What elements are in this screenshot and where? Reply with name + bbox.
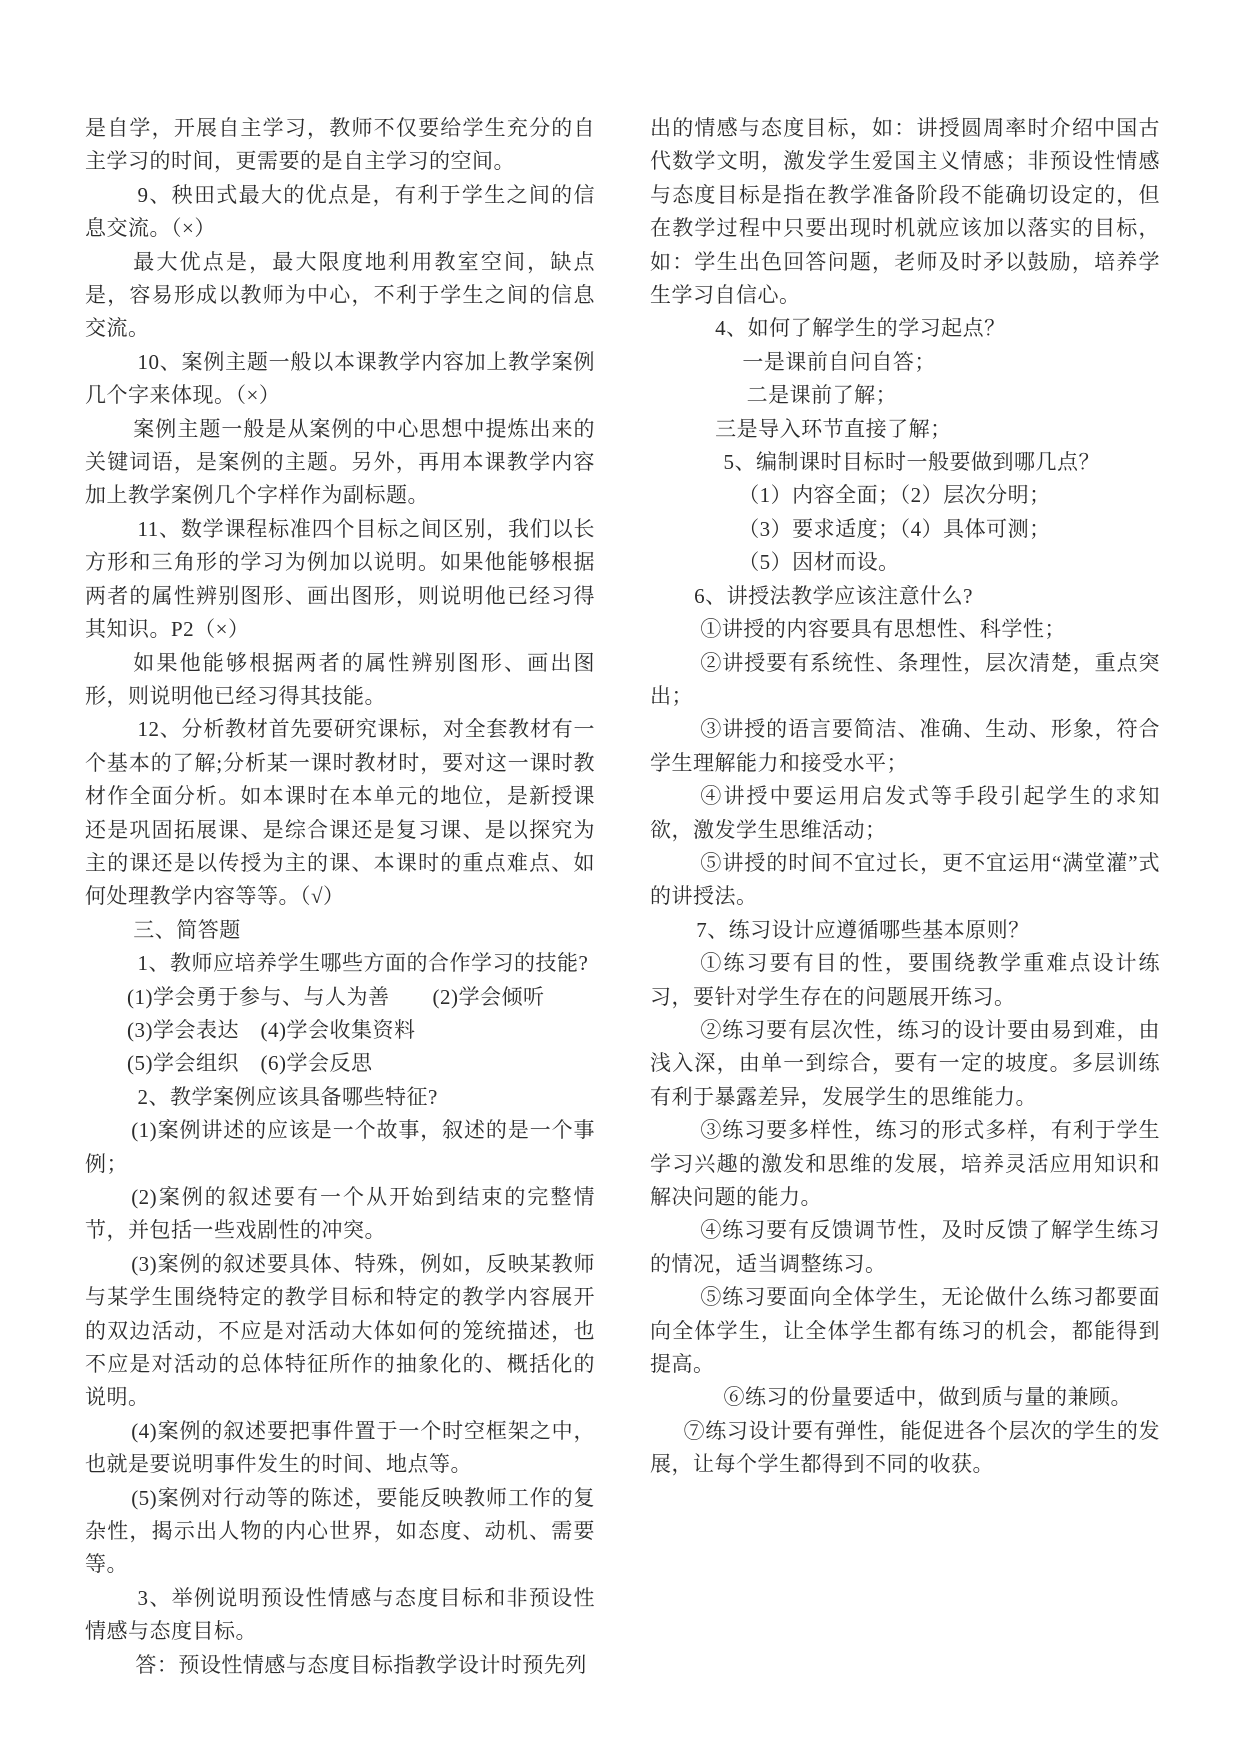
paragraph: (3)案例的叙述要具体、特殊，例如，反映某教师与某学生围绕特定的教学目标和特定的教学内容展开的双边活动，不应是对活动大体如何的笼统描述，也不应是对活动的总体特征所作的抽象化的、概括化的说明。 — [85, 1251, 595, 1410]
paragraph: 一是课前自问自答； — [742, 349, 936, 374]
paragraph: (5)案例对行动等的陈述，要能反映教师工作的复杂性，揭示出人物的内心世界，如态度、动机、需要等。 — [85, 1485, 595, 1577]
paragraph: ⑥练习的份量要适中，做到质与量的兼顾。 — [723, 1385, 1132, 1410]
paragraph: 12、分析教材首先要研究课标，对全套教材有一个基本的了解;分析某一课时教材时，要对这一课时教材作全面分析。如本课时在本单元的地位，是新授课还是巩固拓展课、是综合课还是复习课、是以探究为主的课还是以传授为主的课、本课时的重点难点、如何处理教学内容等等。（√） — [85, 717, 595, 909]
paragraph: ⑦练习设计要有弹性，能促进各个层次的学生的发展，让每个学生都得到不同的收获。 — [650, 1418, 1160, 1477]
paragraph: ④练习要有反馈调节性，及时反馈了解学生练习的情况，适当调整练习。 — [650, 1218, 1160, 1276]
paragraph: 出的情感与态度目标，如：讲授圆周率时介绍中国古代数学文明，激发学生爱国主义情感；非预设性情感与态度目标是指在教学准备阶段不能确切设定的，但在教学过程中只要出现时机就应该加以落实的目标，如：学生出色回答问题，老师及时矛以鼓励，培养学生学习自信心。 — [650, 116, 1160, 308]
paragraph: （5）因材而设。 — [738, 550, 900, 575]
paragraph: 如果他能够根据两者的属性辨别图形、画出图形，则说明他已经习得其技能。 — [85, 650, 595, 708]
paragraph: (3)学会表达 (4)学会收集资料 — [127, 1017, 416, 1042]
paragraph: 9、秧田式最大的优点是，有利于学生之间的信息交流。（×） — [85, 182, 595, 241]
paragraph: 案例主题一般是从案例的中心思想中提炼出来的关键词语，是案例的主题。另外，再用本课教学内容加上教学案例几个字样作为副标题。 — [85, 416, 595, 508]
paragraph: （3）要求适度；（4）具体可测； — [738, 516, 1051, 541]
paragraph: 答：预设性情感与态度目标指教学设计时预先列 — [135, 1652, 587, 1677]
paragraph: (1)学会勇于参与、与人为善 (2)学会倾听 — [127, 984, 545, 1009]
paragraph: 3、举例说明预设性情感与态度目标和非预设性情感与态度目标。 — [85, 1585, 595, 1644]
paragraph: 5、编制课时目标时一般要做到哪几点？ — [723, 450, 1100, 475]
paragraph: （1）内容全面；（2）层次分明； — [738, 483, 1051, 508]
paragraph: 三、简答题 — [133, 917, 241, 942]
left-column — [85, 112, 595, 1682]
paragraph: 2、教学案例应该具备哪些特征? — [137, 1084, 438, 1109]
paragraph: ③讲授的语言要简洁、准确、生动、形象，符合学生理解能力和接受水平； — [650, 717, 1160, 775]
paragraph: (5)学会组织 (6)学会反思 — [127, 1051, 373, 1076]
paragraph: (2)案例的叙述要有一个从开始到结束的完整情节，并包括一些戏剧性的冲突。 — [85, 1185, 595, 1243]
paragraph: 最大优点是，最大限度地利用教室空间，缺点是，容易形成以教师为中心，不利于学生之间的信息交流。 — [85, 249, 595, 341]
paragraph: ②练习要有层次性，练习的设计要由易到难，由浅入深，由单一到综合，要有一定的坡度。多层训练有利于暴露差异，发展学生的思维能力。 — [650, 1017, 1160, 1109]
paragraph: ④讲授中要运用启发式等手段引起学生的求知欲，激发学生思维活动； — [650, 784, 1160, 842]
paragraph: 4、如何了解学生的学习起点？ — [715, 316, 1006, 341]
paragraph: 7、练习设计应遵循哪些基本原则？ — [696, 917, 1030, 942]
paragraph: ②讲授要有系统性、条理性，层次清楚，重点突出； — [650, 650, 1160, 708]
paragraph: 二是课前了解； — [746, 383, 898, 408]
paragraph: (4)案例的叙述要把事件置于一个时空框架之中，也就是要说明事件发生的时间、地点等。 — [85, 1418, 595, 1477]
paragraph: 10、案例主题一般以本课教学内容加上教学案例几个字来体现。（×） — [85, 349, 595, 408]
paragraph: ③练习要多样性，练习的形式多样，有利于学生学习兴趣的激发和思维的发展，培养灵活应用知识和解决问题的能力。 — [650, 1118, 1160, 1209]
paragraph: 6、讲授法教学应该注意什么? — [694, 583, 973, 608]
right-column — [650, 112, 1160, 1482]
paragraph: (1)案例讲述的应该是一个故事，叙述的是一个事例； — [85, 1118, 595, 1176]
paragraph: 是自学，开展自主学习，教师不仅要给学生充分的自主学习的时间，更需要的是自主学习的空间。 — [85, 116, 595, 174]
paragraph: ①练习要有目的性，要围绕教学重难点设计练习，要针对学生存在的问题展开练习。 — [650, 951, 1160, 1009]
paragraph: ①讲授的内容要具有思想性、科学性； — [700, 617, 1066, 642]
paragraph: 三是导入环节直接了解； — [715, 416, 952, 441]
paragraph: ⑤讲授的时间不宜过长，更不宜运用“满堂灌”式的讲授法。 — [650, 850, 1160, 909]
paragraph: 11、数学课程标准四个目标之间区别，我们以长方形和三角形的学习为例加以说明。如果他能够根据两者的属性辨别图形、画出图形，则说明他已经习得其知识。P2（×） — [85, 516, 595, 642]
paragraph: 1、教师应培养学生哪些方面的合作学习的技能? — [137, 951, 589, 976]
paragraph: ⑤练习要面向全体学生，无论做什么练习都要面向全体学生，让全体学生都有练习的机会，都能得到提高。 — [650, 1285, 1160, 1377]
